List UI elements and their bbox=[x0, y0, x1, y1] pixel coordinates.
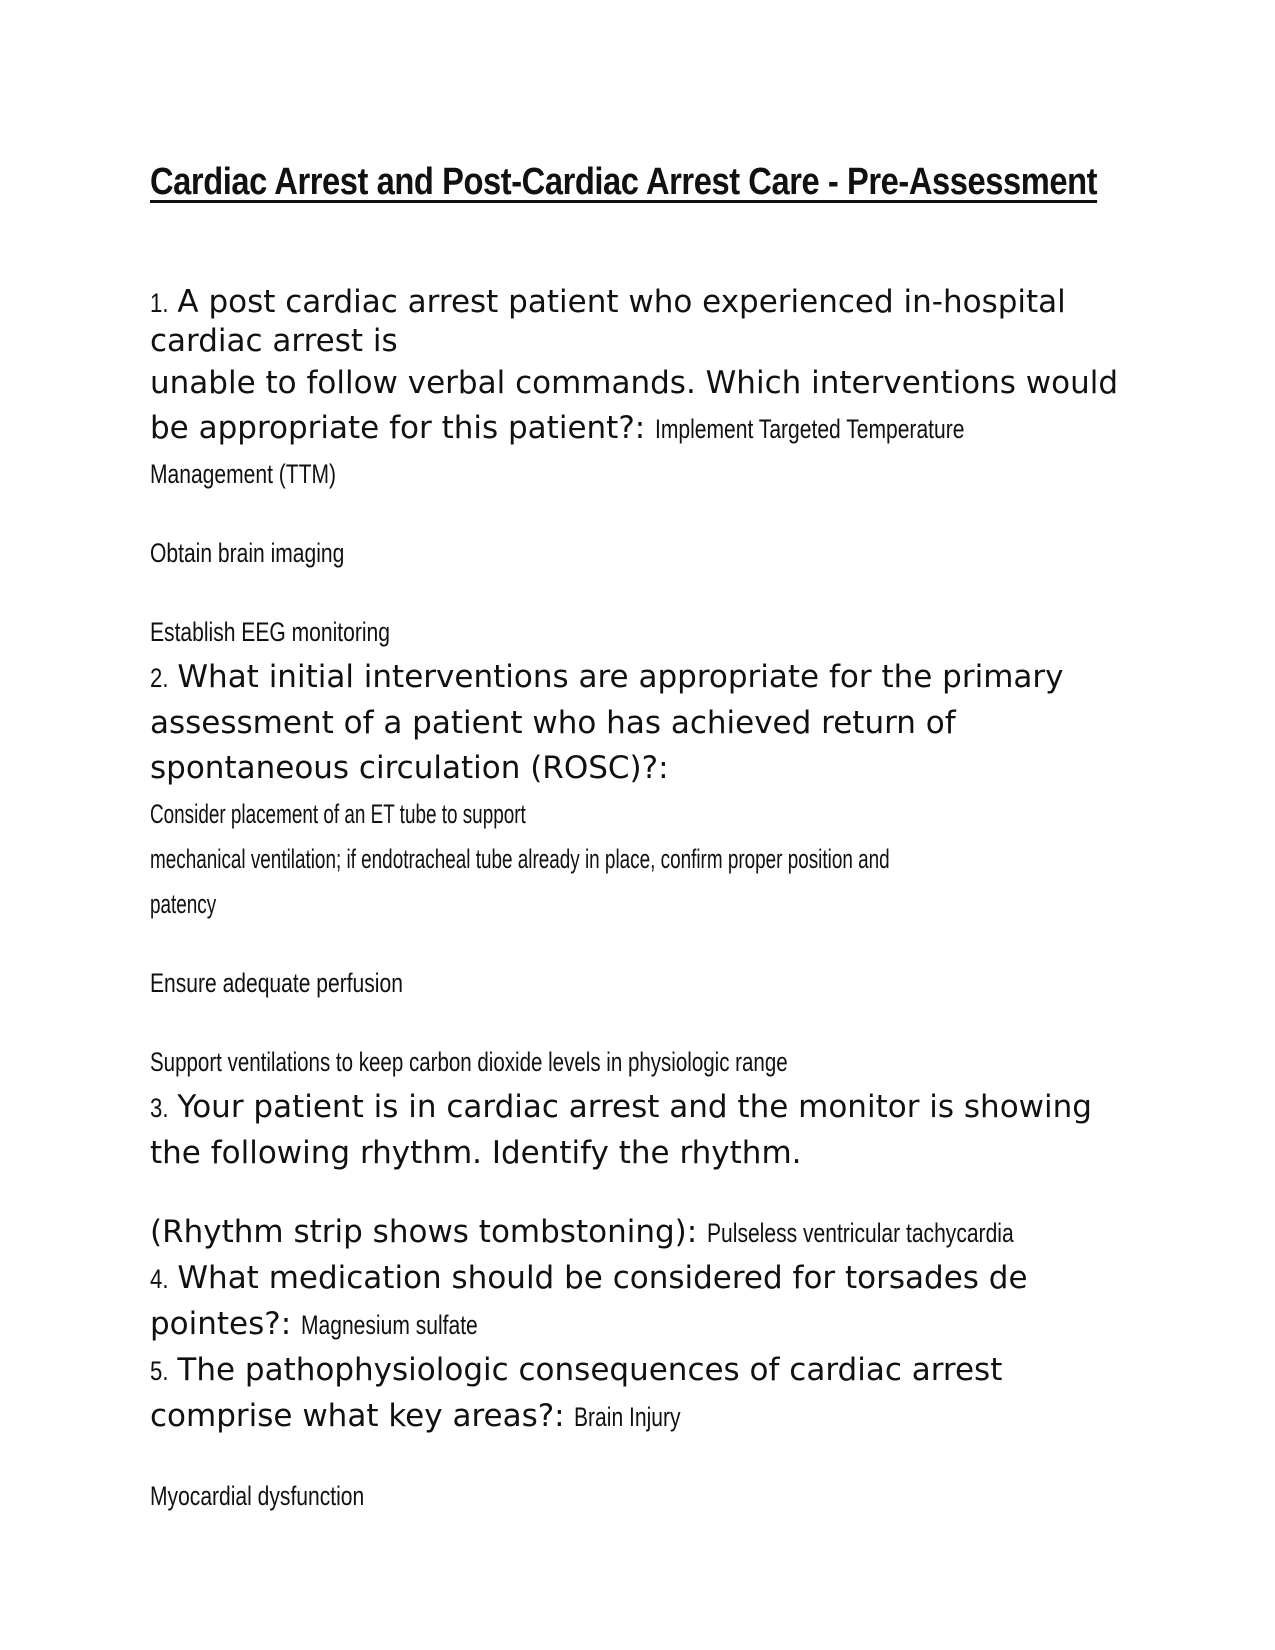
question-text: Your patient is in cardiac arrest and the monitor is showing bbox=[177, 1089, 1092, 1125]
question-text: comprise what key areas?: bbox=[150, 1398, 565, 1434]
answer-text: Pulseless ventricular tachycardia bbox=[707, 1218, 1014, 1248]
question-number: 1. bbox=[150, 288, 169, 318]
question-1 bbox=[150, 284, 1130, 655]
question-text: A post cardiac arrest patient who experienced in-hospital bbox=[177, 284, 1066, 320]
question-text: cardiac arrest is bbox=[150, 323, 398, 359]
answer-text: Implement Targeted Temperature bbox=[655, 414, 965, 444]
question-text: the following rhythm. Identify the rhythm. bbox=[150, 1135, 802, 1171]
answer-text: Brain Injury bbox=[574, 1402, 682, 1432]
question-text: The pathophysiologic consequences of cardiac arrest bbox=[177, 1352, 1003, 1388]
question-text: pointes?: bbox=[150, 1306, 292, 1342]
question-5 bbox=[150, 1348, 1130, 1519]
answer-text: Management (TTM) bbox=[150, 459, 337, 489]
question-text: assessment of a patient who has achieved return of bbox=[150, 705, 956, 741]
question-text: unable to follow verbal commands. Which interventions would bbox=[150, 365, 1119, 401]
answer-text: Myocardial dysfunction bbox=[150, 1481, 365, 1511]
question-4 bbox=[150, 1256, 1130, 1348]
question-number: 2. bbox=[150, 663, 169, 693]
question-3 bbox=[150, 1085, 1130, 1256]
answer-text: Obtain brain imaging bbox=[150, 538, 345, 568]
answer-text: mechanical ventilation; if endotracheal tube already in place, confirm proper position and bbox=[150, 844, 890, 874]
question-text: What initial interventions are appropriate for the primary bbox=[177, 659, 1064, 695]
question-text: What medication should be considered for torsades de bbox=[177, 1260, 1028, 1296]
question-number: 4. bbox=[150, 1264, 169, 1294]
answer-text: Support ventilations to keep carbon dioxide levels in physiologic range bbox=[150, 1047, 788, 1077]
question-2 bbox=[150, 655, 1130, 1085]
answer-text: Establish EEG monitoring bbox=[150, 617, 390, 647]
answer-text: Magnesium sulfate bbox=[301, 1310, 478, 1340]
question-number: 5. bbox=[150, 1356, 169, 1386]
question-number: 3. bbox=[150, 1093, 169, 1123]
question-list bbox=[150, 284, 1130, 1519]
question-text: spontaneous circulation (ROSC)?: bbox=[150, 750, 669, 786]
answer-text: Ensure adequate perfusion bbox=[150, 968, 403, 998]
question-text: be appropriate for this patient?: bbox=[150, 410, 646, 446]
question-text: (Rhythm strip shows tombstoning): bbox=[150, 1214, 698, 1250]
page-title: Cardiac Arrest and Post-Cardiac Arrest Care - Pre-Assessment bbox=[150, 161, 1098, 203]
answer-text: patency bbox=[150, 889, 217, 919]
answer-text: Consider placement of an ET tube to support bbox=[150, 799, 526, 829]
